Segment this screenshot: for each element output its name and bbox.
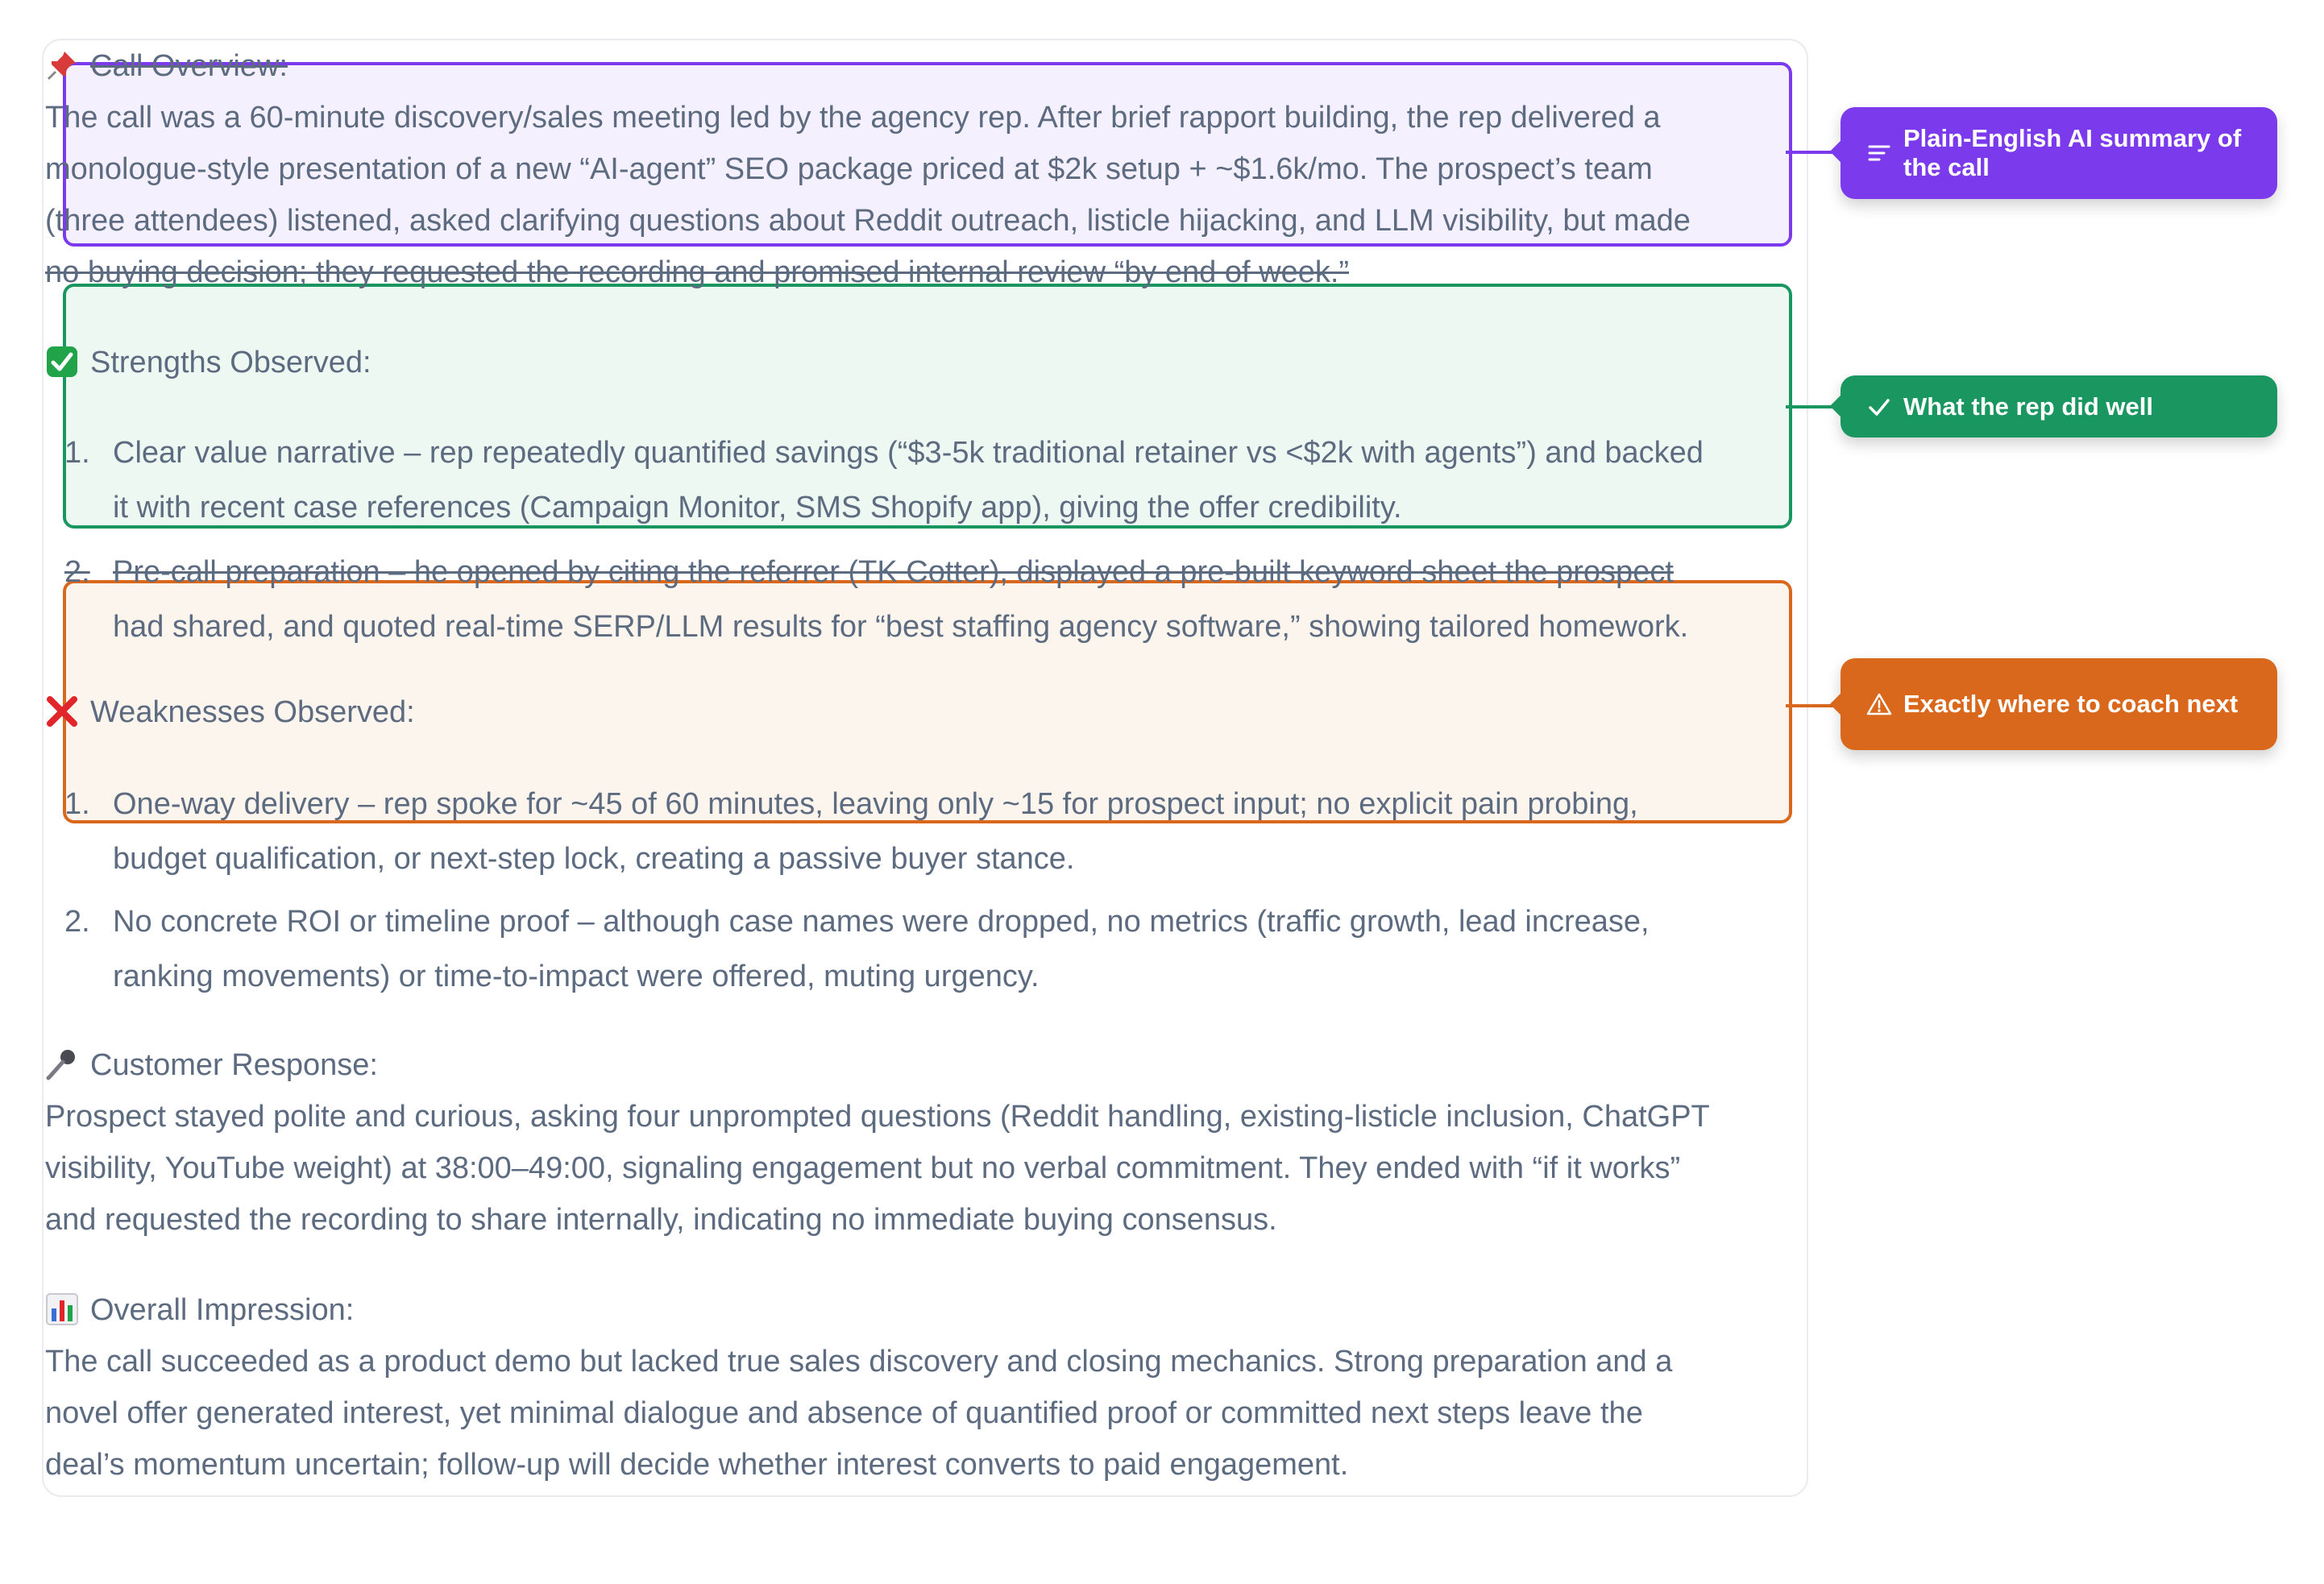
overall-impression-line: deal’s momentum uncertain; follow-up will decide whether interest converts to paid engagement. [45,1448,1349,1482]
check-mark-icon [45,343,79,377]
list-item-line: Clear value narrative – rep repeatedly quantified savings (“$3-5k traditional retainer vs <$2k with agents”) and backed [113,436,1704,470]
bar-chart-icon [45,1291,79,1325]
weaknesses-heading [45,686,415,738]
call-overview-line: monologue-style presentation of a new “AI-agent” SEO package priced at $2k setup + ~$1.6k/mo. The prospect’s team [45,152,1653,186]
lines-icon [1866,140,1892,166]
list-number: 2. [64,905,90,939]
call-overview-heading [45,40,288,92]
list-item-line: had shared, and quoted real-time SERP/LLM results for “best staffing agency software,” showing tailored homework. [113,610,1689,644]
summary-annotation-label: Plain-English AI summary of the call [1903,124,2242,181]
list-number: 1. [64,787,90,821]
list-item-line: budget qualification, or next-step lock, creating a passive buyer stance. [113,842,1075,876]
customer-response-line: visibility, YouTube weight) at 38:00–49:00, signaling engagement but no verbal commitment. They ended with “if it works” [45,1151,1681,1185]
list-item-line: Pre-call preparation – he opened by citing the referrer (TK Cotter), displayed a pre-built keyword sheet the prospect [113,555,1674,589]
call-overview-line: The call was a 60-minute discovery/sales meeting led by the agency rep. After brief rapport building, the rep delivered a [45,101,1661,135]
pushpin-icon [45,47,79,81]
list-item-line: No concrete ROI or timeline proof – although case names were dropped, no metrics (traffic growth, lead increase, [113,905,1650,939]
customer-response-line: and requested the recording to share internally, indicating no immediate buying consensus. [45,1203,1277,1237]
checkmark-icon [1866,394,1892,420]
overall-impression-heading [45,1284,354,1336]
summary-annotation-pill [1841,107,2277,199]
overall-impression-line: The call succeeded as a product demo but lacked true sales discovery and closing mechanics. Strong preparation and a [45,1345,1673,1379]
list-number: 2. [64,555,90,589]
strengths-title: Strengths Observed: [90,346,371,379]
overall-impression-title: Overall Impression: [90,1293,355,1327]
strengths-annotation-pill [1841,375,2277,437]
list-item-line: it with recent case references (Campaign Monitor, SMS Shopify app), giving the offer credibility. [113,491,1402,525]
weaknesses-annotation-pill [1841,658,2277,750]
warning-icon [1866,691,1892,717]
customer-response-heading [45,1039,378,1091]
call-overview-line: no buying decision; they requested the recording and promised internal review “by end of week.” [45,255,1350,289]
list-number: 1. [64,436,90,470]
overall-impression-line: novel offer generated interest, yet minimal dialogue and absence of quantified proof or committed next steps leave the [45,1396,1643,1430]
call-overview-title: Call Overview: [90,49,288,83]
microphone-icon [45,1046,79,1080]
list-item-line: One-way delivery – rep spoke for ~45 of 60 minutes, leaving only ~15 for prospect input; no explicit pain probing, [113,787,1638,821]
strengths-heading [45,337,371,388]
cross-mark-icon [45,693,79,727]
weaknesses-annotation-label: Exactly where to coach next [1903,690,2239,718]
strengths-annotation-label: What the rep did well [1903,392,2154,421]
customer-response-line: Prospect stayed polite and curious, asking four unprompted questions (Reddit handling, existing-listicle inclusion, ChatGPT [45,1100,1710,1134]
weaknesses-title: Weaknesses Observed: [90,695,415,729]
customer-response-title: Customer Response: [90,1048,378,1082]
call-overview-line: (three attendees) listened, asked clarifying questions about Reddit outreach, listicle hijacking, and LLM visibility, but made [45,204,1691,238]
list-item-line: ranking movements) or time-to-impact were offered, muting urgency. [113,960,1040,993]
